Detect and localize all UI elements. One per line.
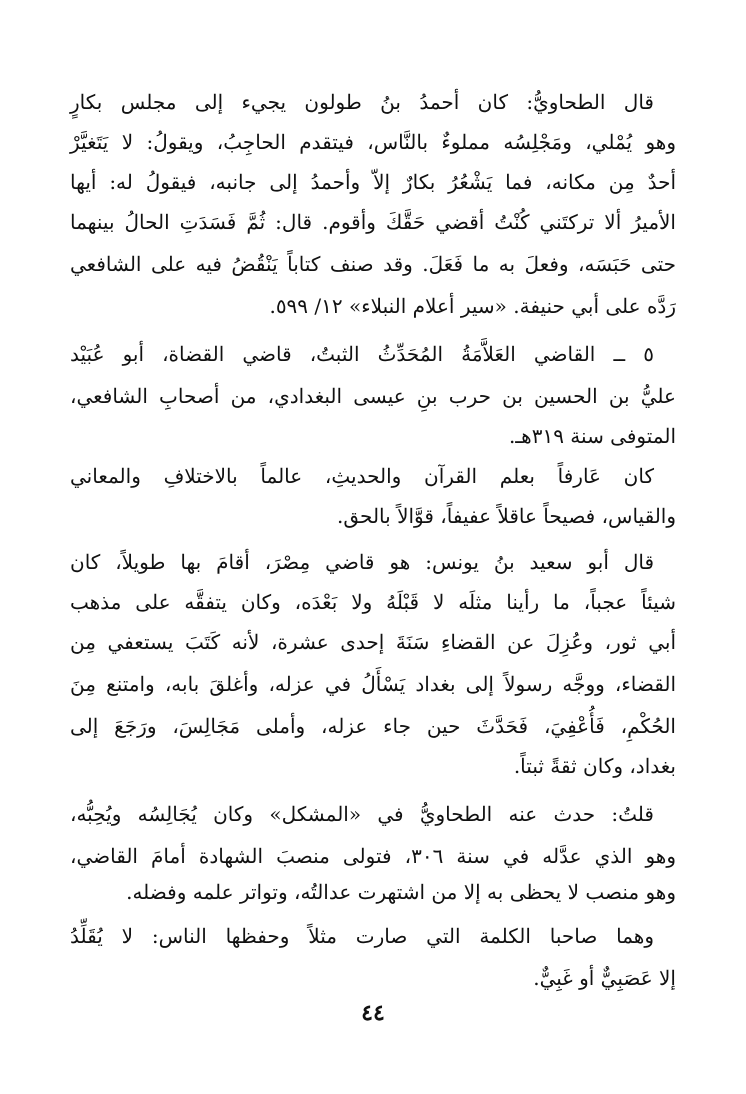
- text-line: وهو يُمْلي، ومَجْلِسُه مملوءٌ بالنَّاس، فيتقدم الحاجِبُ، ويقولُ: لا يَتَغيَّرْ: [70, 130, 676, 154]
- text-line: قلتُ: حدث عنه الطحاويُّ في «المشكل» وكان يُجَالِسُه ويُحِبُّه،: [70, 802, 654, 826]
- text-line: كان عَارفاً بعلم القرآن والحديثِ، عالماً بالاختلافِ والمعاني: [70, 464, 654, 488]
- text-line: وهو الذي عدَّله في سنة ٣٠٦، فتولى منصبَ الشهادة أمامَ القاضي،: [70, 844, 676, 868]
- text-line: المتوفى سنة ٣١٩هـ.: [508, 424, 676, 448]
- text-line: عليُّ بن الحسين بن حرب بنِ عيسى البغدادي، من أصحابِ الشافعي،: [70, 384, 676, 408]
- text-line: شيئاً عجباً، ما رأينا مثلَه لا قَبْلَهُ ولا بَعْدَه، وكان يتفقَّه على مذهب: [70, 590, 676, 614]
- text-line: أبي ثور، وعُزِلَ عن القضاءِ سَنَةَ إحدى عشرة، لأنه كَتَبَ يستعفي مِن: [70, 630, 676, 654]
- text-line: رَدَّه على أبي حنيفة. «سير أعلام النبلاء» ١٢/ ٥٩٩.: [269, 294, 676, 318]
- text-line: قال الطحاويُّ: كان أحمدُ بنُ طولون يجيء إلى مجلس بكارٍ: [70, 90, 654, 114]
- page-number: ٤٤: [361, 1000, 385, 1026]
- text-line: الأميرُ ألا تركتَني كُنْتُ أقضي حَقَّكَ وأقوم. قال: ثُمَّ فَسَدَتِ الحالُ بينهما: [70, 210, 676, 234]
- text-line: والقياس، فصيحاً عاقلاً عفيفاً، قوَّالاً بالحق.: [337, 504, 676, 528]
- text-line: وهو منصب لا يحظى به إلا من اشتهرت عدالتُه، وتواتر علمه وفضله.: [126, 880, 676, 904]
- text-line: الحُكْمِ، فَأُعْفِيَ، فَحَدَّثَ حين جاء عزله، وأملى مَجَالِسَ، ورَجَعَ إلى: [70, 714, 676, 738]
- text-line: وهما صاحبا الكلمة التي صارت مثلاً وحفظها الناس: لا يُقَلِّدُ: [70, 924, 654, 948]
- text-line: القضاء، ووجَّه رسولاً إلى بغداد يَسْأَلُ في عزله، وأغلقَ بابه، وامتنع مِنَ: [70, 672, 676, 696]
- text-line: أحدٌ مِن مكانه، فما يَشْعُرُ بكارٌ إلاّ وأحمدُ إلى جانبه، فيقولُ له: أيها: [70, 170, 676, 194]
- entry-heading-line: ٥ ــ القاضي العَلاَّمَةُ المُحَدِّثُ الثبتُ، قاضي القضاة، أبو عُبَيْد: [70, 342, 654, 366]
- text-line: إلا عَصَبِيٌّ أو غَبِيٌّ.: [533, 966, 676, 990]
- text-line: حتى حَبَسَه، وفعلَ به ما فَعَلَ. وقد صنف كتاباً يَنْقُضُ فيه على الشافعي: [70, 252, 676, 276]
- text-line: قال أبو سعيد بنُ يونس: هو قاضي مِصْرَ، أقامَ بها طويلاً، كان: [70, 550, 654, 574]
- text-line: بغداد، وكان ثقةً ثبتاً.: [513, 754, 676, 778]
